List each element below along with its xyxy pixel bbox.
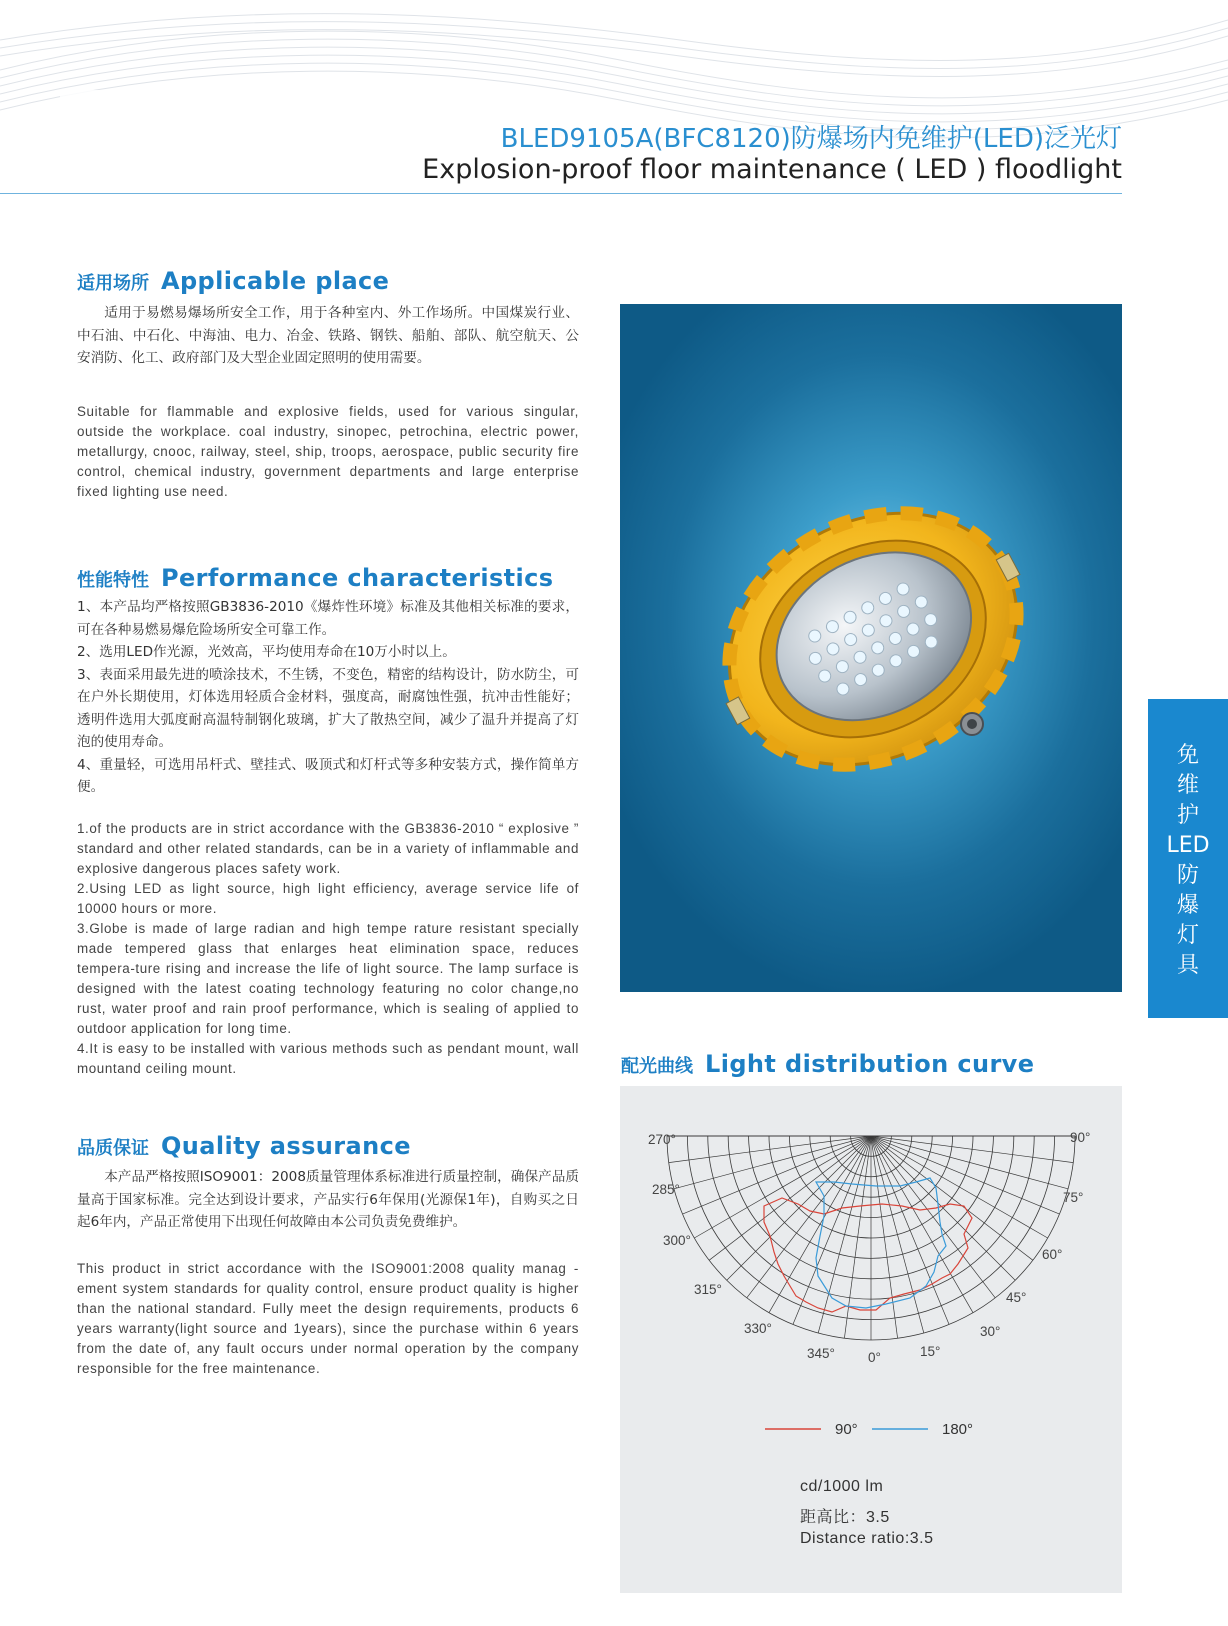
applicable-paragraph-cn: 适用于易燃易爆场所安全工作，用于各种室内、外工作场所。中国煤炭行业、中石油、中石化、中海油、电力、冶金、铁路、钢铁、船舶、部队、航空航天、公安消防、化工、政府部门及大型企业固定照明的使用需要。 <box>77 305 579 366</box>
side-tab-char: LED <box>1166 833 1210 858</box>
header-divider <box>0 193 1122 194</box>
angle-label-330: 330° <box>744 1321 772 1336</box>
applicable-heading-en: Applicable place <box>161 267 390 295</box>
quality-paragraph-cn: 本产品严格按照ISO9001：2008质量管理体系标准进行质量控制，确保产品质量高于国家标准。完全达到设计要求，产品实行6年保用(光源保1年)，自购买之日起6年内，产品正常使用下出现任何故障由本公司负责免费维护。 <box>77 1169 579 1230</box>
distance-ratio-en: Distance ratio:3.5 <box>800 1530 934 1547</box>
category-side-tab[interactable] <box>1148 699 1228 1018</box>
curve-90 <box>764 1198 972 1312</box>
grid-spoke <box>871 1136 1048 1238</box>
grid-spoke <box>694 1136 871 1238</box>
quality-text-cn <box>77 1166 579 1234</box>
cable-gland-icon <box>961 713 983 735</box>
applicable-text-cn <box>77 302 579 370</box>
list-item: 2、选用LED作光源，光效高，平均使用寿命在10万小时以上。 <box>77 644 456 660</box>
angle-label-90: 90° <box>1070 1130 1091 1145</box>
quality-heading <box>77 1132 411 1160</box>
polar-diagram <box>620 1086 1122 1426</box>
legend-label-180: 180° <box>942 1421 974 1438</box>
list-item: 3.Globe is made of large radian and high tempe rature resistant specially made tempered glass that enlarges heat elimination space, reduces tempera-ture rising and increase the life of light source. The lamp surface is designed with the latest coating technology featuring no color change,no rust, water proof and rain proof performance, which is sealing of applied to outdoor application for long time. <box>77 921 579 1036</box>
applicable-text-en <box>77 402 579 502</box>
applicable-heading-cn: 适用场所 <box>77 273 149 294</box>
grid-spoke <box>683 1136 872 1214</box>
side-tab-char: 防 <box>1176 863 1199 888</box>
angle-label-300: 300° <box>663 1233 691 1248</box>
angle-label-30: 30° <box>980 1324 1001 1339</box>
grid-spoke <box>871 1136 924 1333</box>
curve-legend <box>620 1406 1122 1446</box>
angle-label-15: 15° <box>920 1344 941 1359</box>
floodlight-illustration <box>620 304 1122 992</box>
list-item: 2.Using LED as light source, high light efficiency, average service life of 10000 hours or more. <box>77 881 579 916</box>
quality-text-en <box>77 1259 579 1379</box>
list-item: 1、本产品均严格按照GB3836-2010《爆炸性环境》标准及其他相关标准的要求，可在各种易燃易爆危险场所安全可靠工作。 <box>77 599 579 638</box>
applicable-heading <box>77 267 389 295</box>
angle-labels <box>648 1130 1090 1365</box>
quality-heading-cn: 品质保证 <box>77 1138 149 1159</box>
grid-spoke <box>871 1136 1015 1280</box>
side-tab-char: 灯 <box>1176 923 1199 948</box>
grid-spoke <box>769 1136 871 1313</box>
angle-label-45: 45° <box>1006 1290 1027 1305</box>
list-item: 3、表面采用最先进的喷涂技术，不生锈，不变色，精密的结构设计，防水防尘，可在户外长期使用，灯体选用轻质合金材料，强度高，耐腐蚀性强，抗冲击性能好；透明件选用大弧度耐高温特制钢化玻璃，扩大了散热空间，减少了温升并提高了灯泡的使用寿命。 <box>77 666 579 750</box>
grid-spoke <box>871 1136 1073 1163</box>
performance-list-cn <box>77 596 579 799</box>
curve-unit: cd/1000 lm <box>800 1478 884 1495</box>
performance-heading-en: Performance characteristics <box>161 564 554 592</box>
grid-spoke <box>871 1136 898 1338</box>
grid-spoke <box>871 1136 973 1313</box>
side-tab-char: 具 <box>1176 953 1199 978</box>
curve-heading-en: Light distribution curve <box>705 1050 1035 1078</box>
grid-spoke <box>818 1136 871 1333</box>
product-title-en: Explosion-proof floor maintenance ( LED ) floodlight <box>422 154 1122 185</box>
grid-spoke <box>727 1136 871 1280</box>
list-item: 4.It is easy to be installed with various methods such as pendant mount, wall mountand ceiling mount. <box>77 1041 579 1076</box>
angle-label-75: 75° <box>1063 1190 1084 1205</box>
applicable-paragraph-en: Suitable for flammable and explosive fields, used for various singular, outside the workplace. coal industry, sinopec, petrochina, electric power, metallurgy, cnooc, railway, steel, ship, troops, aerospace, public security fire control, chemical industry, government departments and large enterprise fixed lighting use need. <box>77 404 579 499</box>
angle-label-285: 285° <box>652 1182 680 1197</box>
product-title-cn: BLED9105A(BFC8120)防爆场内免维护(LED)泛光灯 <box>500 124 1122 154</box>
grid-spoke <box>669 1136 871 1163</box>
performance-list-en <box>77 819 579 1079</box>
performance-heading-cn: 性能特性 <box>77 570 149 591</box>
side-tab-char: 免 <box>1176 743 1199 768</box>
angle-label-60: 60° <box>1042 1247 1063 1262</box>
quality-heading-en: Quality assurance <box>161 1132 411 1160</box>
curve-heading <box>621 1050 1034 1078</box>
grid-spoke <box>871 1136 1060 1214</box>
side-tab-char: 护 <box>1176 803 1199 828</box>
angle-label-270: 270° <box>648 1132 676 1147</box>
performance-heading <box>77 564 554 592</box>
grid-spoke <box>871 1136 949 1325</box>
angle-label-315: 315° <box>694 1282 722 1297</box>
product-photo <box>620 304 1122 992</box>
list-item: 1.of the products are in strict accordance with the GB3836-2010 “ explosive ” standard and other related standards, can be in a variety of inflammable and explosive dangerous places safety work. <box>77 821 579 876</box>
angle-label-345: 345° <box>807 1346 835 1361</box>
distance-ratio-cn: 距高比：3.5 <box>800 1509 890 1526</box>
angle-label-0: 0° <box>868 1350 881 1365</box>
curve-heading-cn: 配光曲线 <box>621 1056 693 1077</box>
grid-spoke <box>793 1136 871 1325</box>
legend-label-90: 90° <box>835 1421 858 1438</box>
side-tab-char: 爆 <box>1176 893 1199 918</box>
list-item: 4、重量轻，可选用吊杆式、壁挂式、吸顶式和灯杆式等多种安装方式，操作简单方便。 <box>77 756 579 795</box>
quality-paragraph-en: This product in strict accordance with the ISO9001:2008 quality manag -ement system standards for quality control, ensure product quality is higher than the national standard. Fully meet the design requirements, products 6 years warranty(light source and 1years), since the purchase within 6 years from the date of, any fault occurs under normal operation by the company responsible for the free maintenance. <box>77 1261 579 1376</box>
grid-spoke <box>871 1136 1068 1189</box>
grid-spoke <box>674 1136 871 1189</box>
side-tab-char: 维 <box>1176 773 1199 798</box>
